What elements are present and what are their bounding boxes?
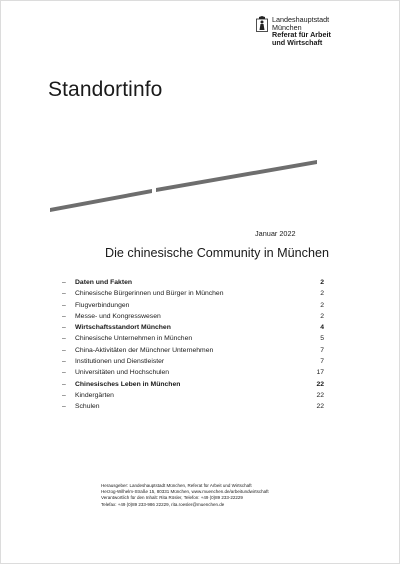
toc-entry-label: Chinesische Unternehmen in München: [75, 335, 193, 343]
toc-entry-label: Chinesische Bürgerinnen und Bürger in München: [75, 290, 224, 298]
toc-bullet: –: [62, 335, 66, 343]
org-name-line2: München: [272, 22, 302, 32]
dept-name-line1: Referat für Arbeit: [272, 30, 331, 40]
toc-entry-label: Kindergärten: [75, 391, 114, 399]
footer-line: Verantwortlich für den Inhalt: Rita Rösler, Telefon: +49 (0)89 233-22229: [101, 495, 243, 501]
footer-line: Telefax: +49 (0)89 233-986 22229, rita.roesler@muenchen.de: [101, 501, 225, 507]
toc-bullet: –: [62, 369, 66, 377]
toc-bullet: –: [62, 290, 66, 298]
dept-name-line2: und Wirtschaft: [272, 37, 323, 47]
footer-line: Herausgeber: Landeshauptstadt München, Referat für Arbeit und Wirtschaft: [101, 483, 252, 488]
toc-bullet: –: [62, 324, 66, 332]
toc-bullet: –: [62, 301, 66, 309]
footer-line: Herzog-Wilhelm-Straße 15, 80331 München, www.muenchen.de/arbeitundwirtschaft: [101, 489, 269, 495]
toc-entry: [62, 324, 324, 335]
toc-bullet: –: [62, 391, 66, 399]
toc-page-number: 5: [320, 335, 324, 343]
table-of-contents: [62, 279, 324, 415]
toc-entry-label: Daten und Fakten: [75, 279, 133, 286]
toc-entry-label: Wirtschaftsstandort München: [75, 324, 171, 332]
decorative-stripe: [0, 0, 400, 220]
toc-page-number: 22: [316, 403, 324, 411]
toc-entry-label: China-Aktivitäten der Münchner Unternehmen: [75, 346, 214, 354]
toc-bullet: –: [62, 279, 66, 286]
toc-entry: [62, 279, 324, 290]
publication-date: Januar 2022: [255, 229, 296, 238]
toc-entry: [62, 358, 324, 369]
org-name-line1: Landeshauptstadt: [272, 15, 330, 24]
document-title: Standortinfo: [48, 78, 163, 101]
toc-bullet: –: [62, 346, 66, 354]
toc-entry-label: Universitäten und Hochschulen: [75, 369, 170, 377]
toc-entry: [62, 313, 324, 324]
toc-page-number: 7: [320, 358, 324, 366]
toc-entry: [62, 290, 324, 301]
publisher-footer: [101, 483, 269, 508]
toc-bullet: –: [62, 312, 66, 320]
toc-bullet: –: [62, 358, 66, 366]
toc-bullet: –: [62, 380, 66, 388]
toc-entry: [62, 347, 324, 358]
toc-bullet: –: [62, 403, 66, 411]
toc-entry: [62, 335, 324, 346]
toc-page-number: 17: [316, 369, 324, 377]
toc-entry: [62, 369, 324, 380]
toc-entry: [62, 381, 324, 392]
toc-entry: [62, 302, 324, 313]
toc-page-number: 2: [320, 279, 324, 286]
toc-page-number: 22: [316, 391, 324, 399]
toc-entry: [62, 403, 324, 414]
toc-entry-label: Chinesisches Leben in München: [75, 380, 181, 388]
toc-entry: [62, 392, 324, 403]
toc-entry-label: Institutionen und Dienstleister: [75, 358, 165, 366]
toc-page-number: 4: [320, 324, 324, 332]
toc-page-number: 7: [320, 346, 324, 354]
toc-page-number: 2: [320, 301, 324, 309]
toc-entry-label: Flugverbindungen: [75, 301, 130, 309]
toc-page-number: 2: [320, 312, 324, 320]
toc-page-number: 22: [316, 380, 324, 388]
document-subtitle: Die chinesische Community in München: [105, 246, 329, 260]
toc-entry-label: Messe- und Kongresswesen: [75, 312, 161, 320]
toc-page-number: 2: [320, 290, 324, 298]
toc-entry-label: Schulen: [75, 403, 100, 411]
